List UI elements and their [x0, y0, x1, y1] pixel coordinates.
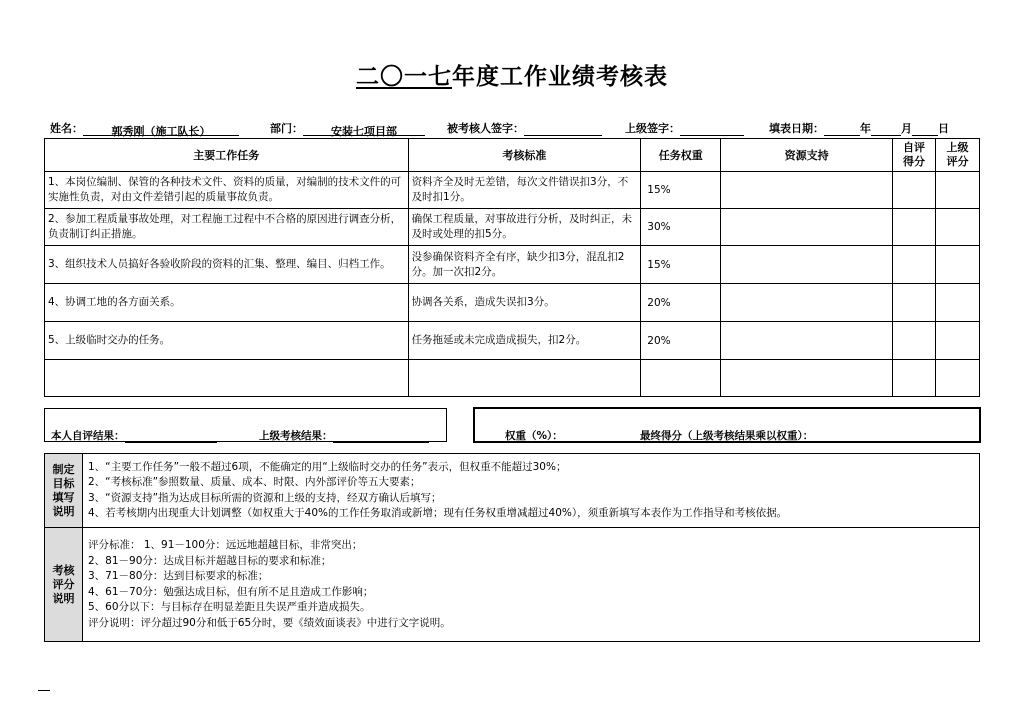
header-self-score-text: 自评得分	[902, 141, 925, 168]
fill-note-line: 2、“考核标准”参照数量、质量、成本、时限、内外部评价等五大要素；	[88, 476, 421, 488]
table-header-row	[45, 139, 980, 172]
resource-cell[interactable]	[721, 322, 893, 360]
work-task-table	[44, 138, 980, 397]
task-cell: 5、上级临时交办的任务。	[45, 322, 409, 360]
date-field	[769, 120, 949, 136]
standard-cell[interactable]	[408, 360, 641, 397]
fill-notes-label: 制定目标填写说明	[52, 462, 75, 518]
notes-table	[44, 453, 980, 642]
weight-cell: 15%	[641, 172, 721, 209]
score-note-line: 2、81－90分：达成目标并超越目标的要求和标准；	[88, 554, 332, 567]
weight-cell: 30%	[641, 209, 721, 246]
score-note-line: 5、60分以下：与目标存在明显差距且失误严重并造成损失。	[88, 601, 371, 613]
self-score-cell[interactable]	[893, 360, 936, 397]
table-row-empty	[45, 360, 980, 397]
self-evaluation-box	[44, 408, 447, 442]
weight-blank[interactable]	[563, 430, 635, 443]
score-notes-row	[45, 528, 980, 642]
superior-sign-blank[interactable]	[680, 123, 744, 136]
table-row	[45, 246, 980, 284]
table-row	[45, 322, 980, 360]
weight-field	[505, 428, 635, 443]
fill-notes-content	[83, 454, 980, 528]
page-title	[0, 58, 1024, 91]
header-self-score	[893, 139, 936, 172]
name-field	[50, 120, 239, 136]
resource-cell[interactable]	[721, 246, 893, 284]
header-superior-score-text: 上级评分	[946, 141, 969, 168]
weight-cell: 20%	[641, 322, 721, 360]
score-notes-label-cell	[45, 528, 83, 642]
score-note-line: 评分标准： 1、91－100分：远远地超越目标，非常突出；	[88, 539, 363, 551]
self-result-blank[interactable]	[125, 430, 217, 443]
task-cell: 2、参加工程质量事故处理，对工程施工过程中不合格的原因进行调查分析，负责制订纠正措施。	[45, 209, 409, 246]
name-label: 姓名：	[50, 122, 83, 135]
standard-cell: 协调各关系，造成失误扣3分。	[408, 284, 641, 322]
examinee-sign-label: 被考核人签字：	[447, 122, 524, 135]
task-cell: 1、本岗位编制、保管的各种技术文件、资料的质量，对编制的技术文件的可实施性负责，对由文件差错引起的质量事故负责。	[45, 172, 409, 209]
score-note-line: 3、71－80分：达到目标要求的标准；	[88, 570, 269, 582]
dept-field	[270, 120, 425, 136]
superior-score-cell[interactable]	[935, 172, 979, 209]
score-note-line: 4、61－70分：勉强达成目标，但有所不足且造成工作影响；	[88, 585, 374, 598]
self-score-cell[interactable]	[893, 172, 936, 209]
self-score-cell[interactable]	[893, 246, 936, 284]
task-cell: 4、协调工地的各方面关系。	[45, 284, 409, 322]
resource-cell[interactable]	[721, 209, 893, 246]
fill-note-line: 1、“主要工作任务”一般不超过6项，不能确定的用“上级临时交办的任务”表示，但权重不能超过30%；	[88, 460, 567, 473]
weight-cell: 15%	[641, 246, 721, 284]
month-label: 月	[901, 122, 912, 135]
self-score-cell[interactable]	[893, 209, 936, 246]
final-score-box	[473, 407, 981, 443]
superior-score-cell[interactable]	[935, 209, 979, 246]
score-notes-content	[83, 528, 980, 642]
superior-result-label: 上级考核结果：	[259, 430, 333, 442]
page-footer-mark	[38, 690, 50, 691]
weight-label: 权重（%）：	[505, 430, 563, 442]
examinee-sign-field	[447, 120, 602, 136]
score-notes-label: 考核评分说明	[52, 563, 75, 605]
header-resource: 资源支持	[721, 139, 893, 172]
standard-cell: 资料齐全及时无差错，每次文件错误扣3分，不及时扣1分。	[408, 172, 641, 209]
fill-notes-row	[45, 454, 980, 528]
fill-note-line: 4、若考核期内出现重大计划调整（如权重大于40%的工作任务取消或新增；现有任务权重增减超过40%），须重新填写本表作为工作指导和考核依据。	[88, 507, 788, 519]
name-value[interactable]: 郭秀刚（施工队长）	[83, 123, 239, 136]
header-superior-score	[935, 139, 979, 172]
superior-result-field	[259, 428, 429, 443]
final-score-label: 最终得分（上级考核结果乘以权重）：	[640, 430, 814, 442]
superior-score-cell[interactable]	[935, 246, 979, 284]
superior-score-cell[interactable]	[935, 322, 979, 360]
examinee-sign-blank[interactable]	[524, 123, 602, 136]
superior-sign-label: 上级签字：	[625, 122, 680, 135]
final-score-field	[640, 428, 935, 443]
weight-cell: 20%	[641, 284, 721, 322]
task-cell[interactable]	[45, 360, 409, 397]
date-label: 填表日期：	[769, 122, 824, 135]
standard-cell: 没参确保资料齐全有序，缺少扣3分，混乱扣2分。加一次扣2分。	[408, 246, 641, 284]
standard-cell: 确保工程质量，对事故进行分析，及时纠正，未及时或处理的扣5分。	[408, 209, 641, 246]
fill-notes-label-cell	[45, 454, 83, 528]
weight-cell[interactable]	[641, 360, 721, 397]
dept-label: 部门：	[270, 122, 303, 135]
superior-result-blank[interactable]	[333, 430, 429, 443]
table-row	[45, 284, 980, 322]
resource-cell[interactable]	[721, 284, 893, 322]
dept-value[interactable]: 安装七项目部	[303, 123, 425, 136]
header-task: 主要工作任务	[45, 139, 409, 172]
year-label: 年	[860, 122, 871, 135]
self-score-cell[interactable]	[893, 284, 936, 322]
standard-cell: 任务拖延或未完成造成损失，扣2分。	[408, 322, 641, 360]
day-label: 日	[938, 122, 949, 135]
table-row	[45, 172, 980, 209]
year-blank[interactable]	[824, 123, 860, 136]
resource-cell[interactable]	[721, 360, 893, 397]
header-standard: 考核标准	[408, 139, 641, 172]
self-result-field	[51, 428, 217, 443]
final-score-blank[interactable]	[813, 430, 935, 443]
header-weight: 任务权重	[641, 139, 721, 172]
resource-cell[interactable]	[721, 172, 893, 209]
self-result-label: 本人自评结果：	[51, 430, 125, 442]
task-cell: 3、组织技术人员搞好各验收阶段的资料的汇集、整理、编目、归档工作。	[45, 246, 409, 284]
superior-score-cell[interactable]	[935, 360, 979, 397]
fill-note-line: 3、“资源支持”指为达成目标所需的资源和上级的支持，经双方确认后填写；	[88, 491, 442, 504]
month-blank[interactable]	[871, 123, 901, 136]
day-blank[interactable]	[912, 123, 938, 136]
table-row	[45, 209, 980, 246]
superior-sign-field	[625, 120, 744, 136]
self-score-cell[interactable]	[893, 322, 936, 360]
score-note-line: 评分说明：评分超过90分和低于65分时，要《绩效面谈表》中进行文字说明。	[88, 616, 451, 629]
info-row	[50, 120, 980, 136]
superior-score-cell[interactable]	[935, 284, 979, 322]
title-main: 年度工作业绩考核表	[452, 64, 668, 90]
title-year: 二〇一七	[356, 64, 452, 90]
